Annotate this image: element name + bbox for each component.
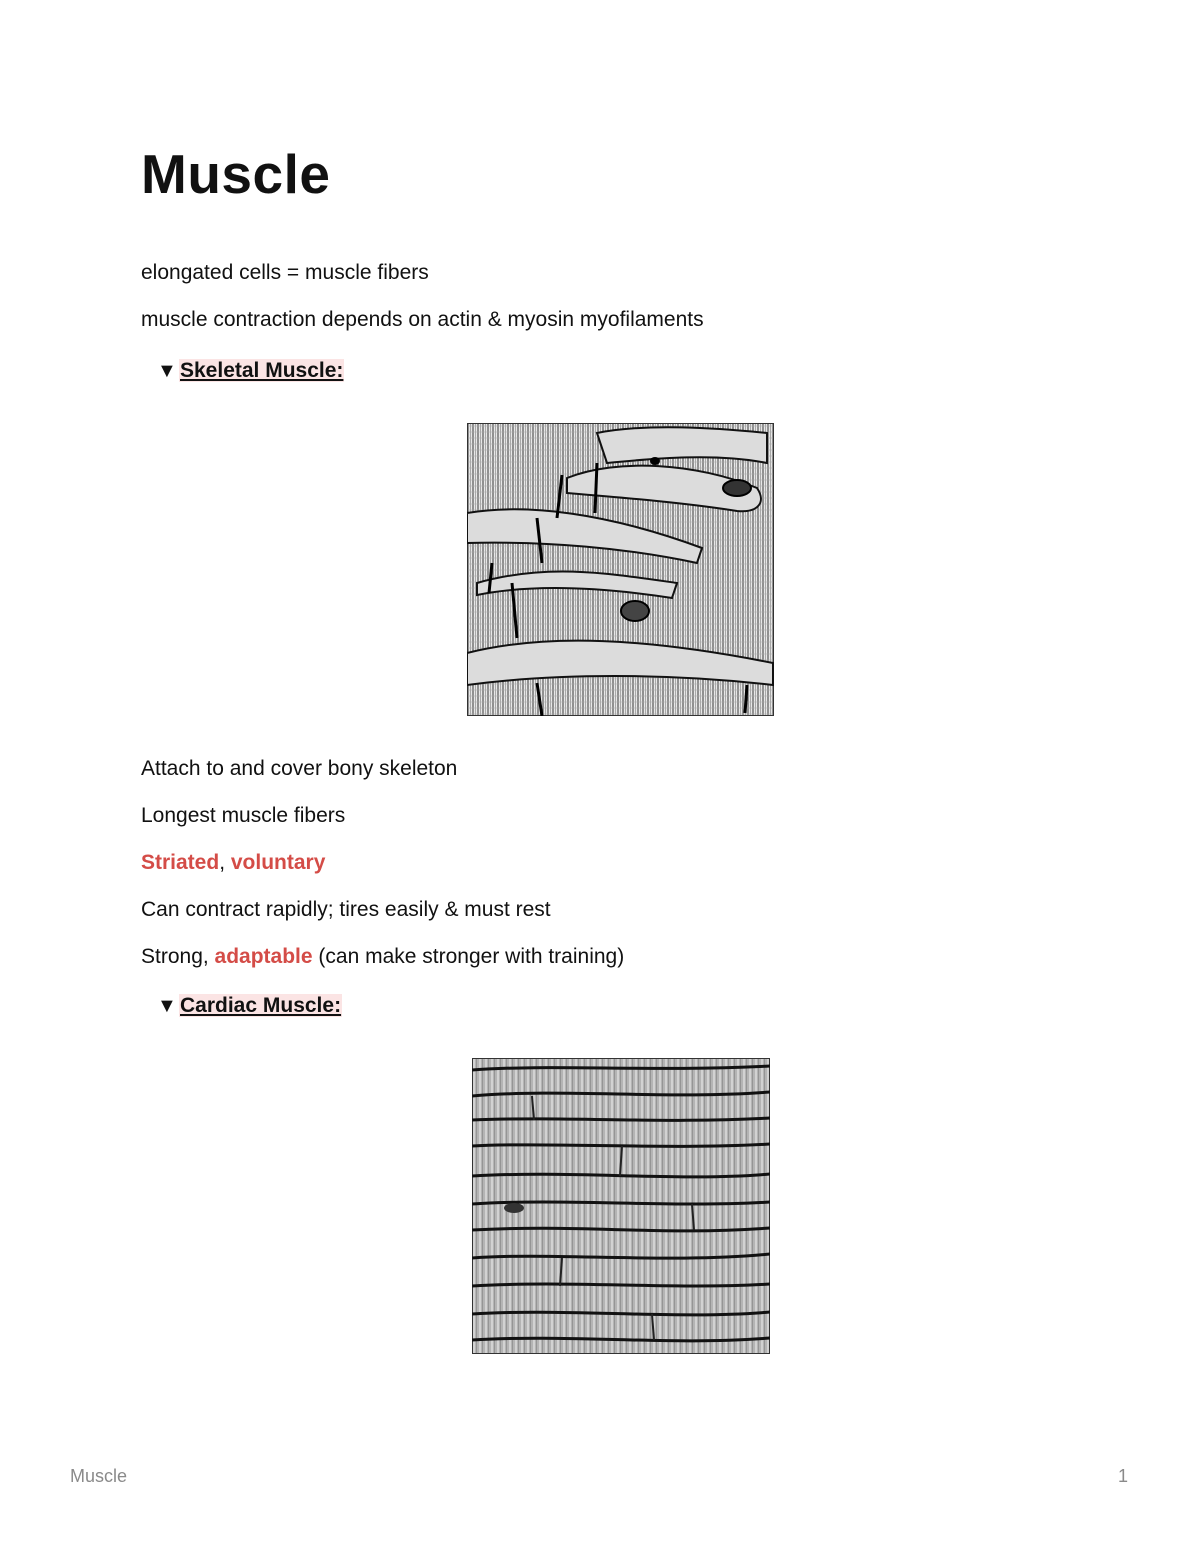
page-title: Muscle (141, 143, 331, 205)
intro-line-2: muscle contraction depends on actin & myosin myofilaments (141, 308, 704, 331)
striated-term: Striated (141, 851, 220, 874)
intro-line-1: elongated cells = muscle fibers (141, 261, 429, 284)
skeletal-heading: Skeletal Muscle: (180, 359, 344, 382)
skeletal-toggle[interactable] (157, 357, 344, 385)
skeletal-line-1: Attach to and cover bony skeleton (141, 757, 458, 780)
skeletal-line-2: Longest muscle fibers (141, 804, 346, 827)
page-number: 1 (1118, 1466, 1129, 1486)
strong-text: Strong, (141, 945, 215, 968)
separator-text: , (219, 851, 231, 874)
skeletal-line-4: Can contract rapidly; tires easily & must rest (141, 898, 551, 921)
cardiac-toggle[interactable] (157, 992, 342, 1020)
training-text: (can make stronger with training) (312, 945, 625, 968)
voluntary-term: voluntary (230, 851, 326, 874)
triangle-down-icon[interactable]: ▼ (157, 995, 177, 1017)
adaptable-term: adaptable (214, 945, 313, 968)
skeletal-muscle-image (467, 423, 774, 716)
skeletal-line-5 (141, 943, 624, 971)
triangle-down-icon[interactable]: ▼ (157, 360, 177, 382)
cardiac-muscle-image (472, 1058, 770, 1354)
skeletal-line-3 (141, 849, 325, 877)
footer-title: Muscle (70, 1466, 128, 1486)
cardiac-heading: Cardiac Muscle: (180, 994, 342, 1017)
